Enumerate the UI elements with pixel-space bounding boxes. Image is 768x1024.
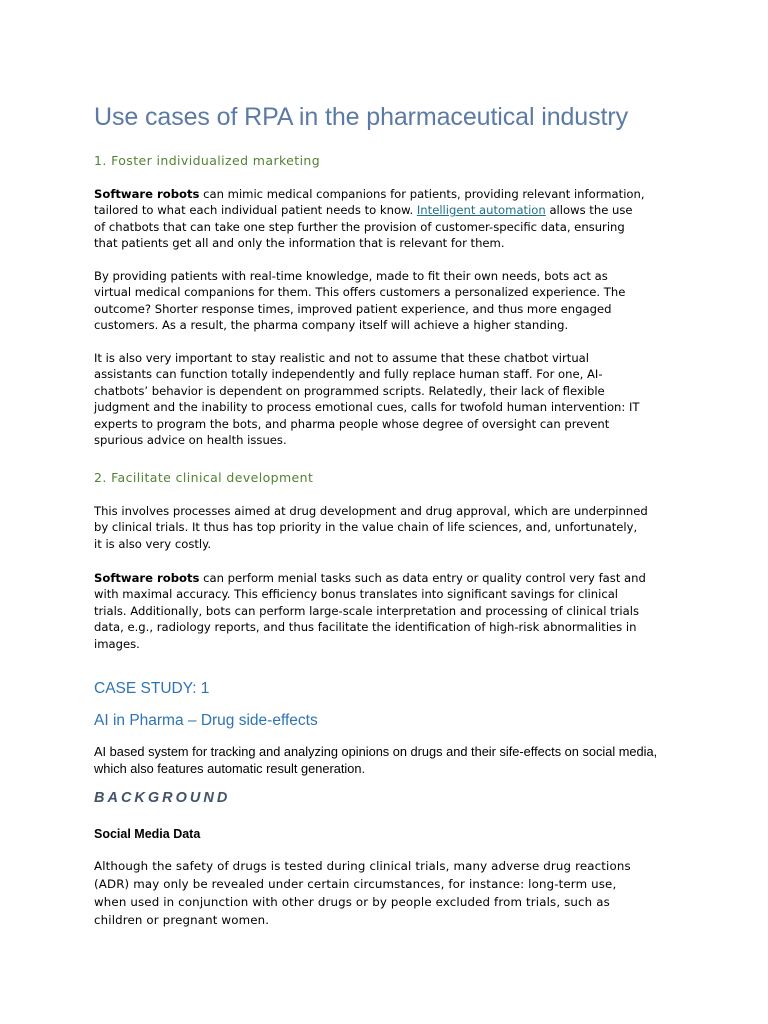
paragraph-line: customers. As a result, the pharma company itself will achieve a higher standing. [94, 318, 569, 333]
page-title: Use cases of RPA in the pharmaceutical industry [94, 103, 628, 131]
paragraph-line: it is also very costly. [94, 536, 212, 551]
intelligent-automation-link[interactable]: Intelligent automation [416, 203, 546, 218]
paragraph-line: judgment and the inability to process emotional cues, calls for twofold human intervention: IT [94, 400, 640, 415]
paragraph-line: By providing patients with real-time knowledge, made to fit their own needs, bots act as [94, 269, 608, 283]
paragraph-line: Although the safety of drugs is tested during clinical trials, many adverse drug reactions [94, 859, 631, 873]
paragraph-line: assistants can function totally independently and fully replace human staff. For one, AI- [94, 367, 603, 382]
case-study-subheading: AI in Pharma – Drug side-effects [94, 712, 318, 729]
paragraph-menial-tasks [94, 570, 684, 652]
paragraph-stay-realistic [94, 350, 684, 448]
paragraph-line: experts to program the bots, and pharma people whose degree of oversight can prevent [94, 416, 610, 431]
paragraph-line: (ADR) may only be revealed under certain circumstances, for instance: long-term use, [94, 877, 617, 891]
paragraph-line: images. [94, 636, 140, 651]
paragraph-line: It is also very important to stay realistic and not to assume that these chatbot virtual [94, 351, 590, 365]
paragraph-line: when used in conjunction with other drugs or by people excluded from trials, such as [94, 895, 610, 909]
paragraph-line [94, 570, 684, 586]
paragraph-marketing-intro [94, 186, 684, 252]
paragraph-line [94, 186, 684, 202]
paragraph-line [94, 202, 684, 218]
paragraph-line: spurious advice on health issues. [94, 433, 287, 448]
paragraph-drug-development [94, 503, 684, 552]
paragraph-line: chatbots’ behavior is dependent on programmed scripts. Relatedly, their lack of flexible [94, 383, 605, 398]
paragraph-line: data, e.g., radiology reports, and thus facilitate the identification of high-risk abnormalities in [94, 620, 637, 635]
paragraph-line: by clinical trials. It thus has top priority in the value chain of life sciences, and, unfortunately, [94, 520, 638, 535]
section-heading-clinical-development: 2. Facilitate clinical development [94, 470, 314, 485]
bold-term: Software robots [94, 187, 200, 201]
paragraph-line: trials. Additionally, bots can perform large-scale interpretation and processing of clinical trials [94, 603, 640, 618]
paragraph-line: This involves processes aimed at drug development and drug approval, which are underpinned [94, 504, 648, 518]
bold-term: Software robots [94, 571, 200, 585]
text-run: tailored to what each individual patient needs to know. [94, 203, 417, 218]
social-media-data-heading: Social Media Data [94, 827, 201, 841]
case-study-heading: CASE STUDY: 1 [94, 680, 210, 697]
background-heading: BACKGROUND [94, 790, 231, 806]
paragraph-line: children or pregnant women. [94, 913, 270, 927]
paragraph-real-time-knowledge [94, 268, 684, 334]
section-heading-individualized-marketing: 1. Foster individualized marketing [94, 153, 321, 168]
text-run: allows the use [545, 203, 633, 218]
paragraph-case-study-description [94, 743, 694, 777]
paragraph-social-media-data [94, 857, 684, 929]
paragraph-line: of chatbots that can take one step further the provision of customer-specific data, ensuring [94, 219, 625, 234]
paragraph-line: that patients get all and only the information that is relevant for them. [94, 236, 505, 251]
text-run: can perform menial tasks such as data entry or quality control very fast and [199, 571, 646, 585]
paragraph-line: which also features automatic result generation. [94, 761, 366, 776]
text-run: can mimic medical companions for patients, providing relevant information, [199, 187, 645, 201]
paragraph-line: with maximal accuracy. This efficiency bonus translates into significant savings for clinical [94, 587, 619, 602]
paragraph-line: AI based system for tracking and analyzing opinions on drugs and their sife-effects on social media, [94, 744, 658, 759]
paragraph-line: outcome? Shorter response times, improved patient experience, and thus more engaged [94, 301, 612, 316]
paragraph-line: virtual medical companions for them. This offers customers a personalized experience. The [94, 285, 626, 300]
